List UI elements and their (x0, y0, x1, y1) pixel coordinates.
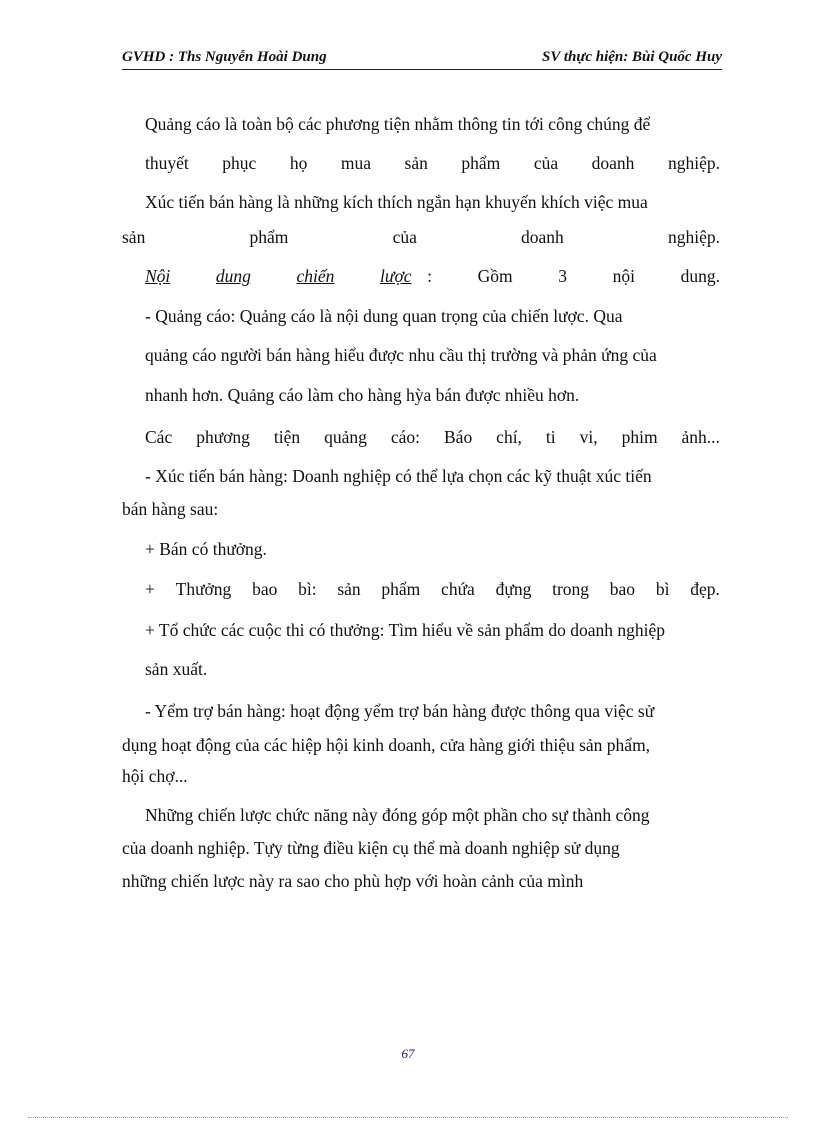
text-line-content: Quảng cáo là toàn bộ các phương tiện nhằm thông tin tới công chúng để (145, 114, 651, 134)
page-number: 67 (401, 1046, 415, 1061)
word: bao (609, 579, 636, 599)
text-line: nhanh hơn. Quảng cáo làm cho hàng hỳa bán được nhiều hơn. (145, 385, 580, 405)
page-header (122, 49, 722, 70)
word: chí, (496, 427, 522, 447)
text-line: dụng hoạt động của các hiệp hội kinh doanh, cửa hàng giới thiệu sản phẩm, (122, 735, 651, 755)
word: Các (145, 427, 173, 447)
word: sản (337, 579, 361, 599)
word: ảnh... (681, 427, 720, 447)
word: bì: (298, 579, 317, 599)
word: bao (252, 579, 278, 599)
word: doanh (591, 153, 635, 173)
word: + (145, 579, 155, 599)
text-line: quảng cáo người bán hàng hiểu được nhu cầu thị trường và phản ứng của (145, 345, 657, 365)
text-line: sản xuất. (145, 659, 208, 679)
text-line: Những chiến lược chức năng này đóng góp một phần cho sự thành công (145, 805, 650, 825)
strategy-content-heading (145, 264, 720, 288)
text-line: bán hàng sau: (122, 499, 219, 519)
word: trong (552, 579, 590, 599)
word: đựng (495, 579, 532, 599)
word: Gồm (477, 266, 513, 286)
word: dung. (680, 266, 720, 286)
word: phim (621, 427, 658, 447)
text-line: những chiến lược này ra sao cho phù hợp với hoàn cảnh của mình (122, 871, 584, 891)
word: phẩm (249, 227, 289, 247)
word: chứa (441, 579, 475, 599)
word: nghiệp. (667, 227, 720, 247)
word: nội (612, 266, 635, 286)
word: sản (122, 227, 146, 247)
word: mua (340, 153, 372, 173)
heading-word: lược (380, 266, 412, 286)
header-supervisor: GVHD : Ths Nguyễn Hoài Dung (122, 49, 327, 65)
text-line: - Yểm trợ bán hàng: hoạt động yểm trợ bán hàng được thông qua việc sử (145, 701, 655, 721)
word: : (427, 266, 433, 286)
text-line: Xúc tiến bán hàng là những kích thích ngắn hạn khuyến khích việc mua (145, 192, 648, 212)
word: 3 (558, 266, 567, 286)
text-line: - Xúc tiến bán hàng: Doanh nghiệp có thể lựa chọn các kỹ thuật xúc tiến (145, 466, 652, 486)
word: của (392, 227, 417, 247)
word: vi, (579, 427, 598, 447)
word: tiện (273, 427, 301, 447)
word: của (533, 153, 559, 173)
word: nghiệp. (667, 153, 720, 173)
header-student: SV thực hiện: Bùi Quốc Huy (542, 49, 722, 65)
text-line: + Bán có thưởng. (145, 539, 267, 559)
word: ti (545, 427, 556, 447)
word: đẹp. (690, 579, 720, 599)
justified-line (145, 577, 720, 601)
text-line: của doanh nghiệp. Tựy từng điều kiện cụ thể mà doanh nghiệp sử dụng (122, 838, 620, 858)
word: phẩm (381, 579, 421, 599)
word: Báo (444, 427, 473, 447)
heading-word: Nội (145, 266, 171, 286)
word: Thưởng (175, 579, 232, 599)
text-line: + Tổ chức các cuộc thi có thưởng: Tìm hiểu về sản phẩm do doanh nghiệp (145, 620, 666, 640)
word: sản (404, 153, 428, 173)
text-line: - Quảng cáo: Quảng cáo là nội dung quan trọng của chiến lược. Qua (145, 306, 623, 326)
word: phẩm (461, 153, 501, 173)
heading-word: chiến (296, 266, 335, 286)
word: cáo: (390, 427, 421, 447)
word: quảng (324, 427, 367, 447)
justified-line (145, 425, 720, 449)
heading-word: dung (215, 266, 251, 286)
word: phương (196, 427, 250, 447)
text-line (145, 112, 720, 136)
word: thuyết (145, 153, 189, 173)
word: phục (222, 153, 257, 173)
text-line: hội chợ... (122, 766, 188, 786)
page-boundary-divider (28, 1117, 788, 1118)
word: bì (655, 579, 670, 599)
word: họ (289, 153, 308, 173)
justified-line (122, 225, 720, 249)
justified-line (145, 151, 720, 175)
word: doanh (521, 227, 564, 247)
